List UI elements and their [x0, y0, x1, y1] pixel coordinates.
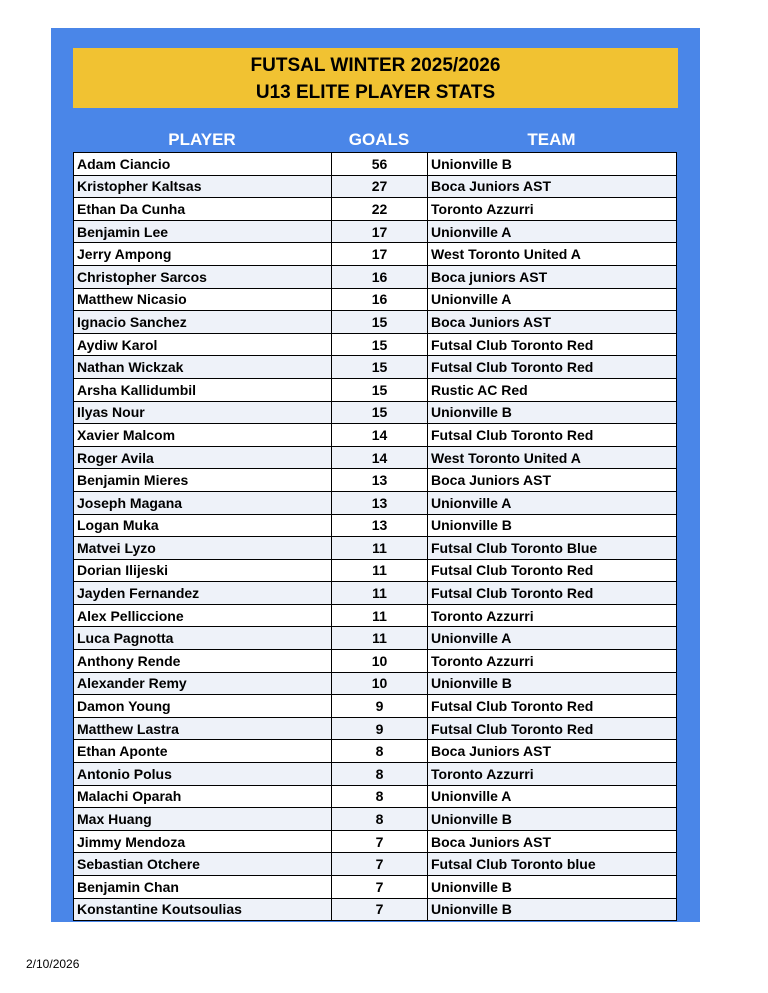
- table-row: [74, 243, 677, 266]
- player-name-cell: Matthew Nicasio: [74, 288, 332, 311]
- team-name-cell: Rustic AC Red: [428, 378, 677, 401]
- table-row: [74, 265, 677, 288]
- goals-cell: 7: [332, 830, 428, 853]
- title-banner: [73, 48, 678, 108]
- team-name-cell: Toronto Azzurri: [428, 198, 677, 221]
- team-name-cell: Futsal Club Toronto Red: [428, 717, 677, 740]
- team-name-cell: West Toronto United A: [428, 243, 677, 266]
- goals-cell: 8: [332, 785, 428, 808]
- player-name-cell: Nathan Wickzak: [74, 356, 332, 379]
- table-row: [74, 514, 677, 537]
- team-name-cell: Unionville B: [428, 898, 677, 921]
- team-name-cell: Boca Juniors AST: [428, 311, 677, 334]
- team-name-cell: West Toronto United A: [428, 446, 677, 469]
- goals-cell: 14: [332, 424, 428, 447]
- goals-cell: 9: [332, 695, 428, 718]
- stats-sheet: [51, 28, 700, 922]
- goals-cell: 7: [332, 853, 428, 876]
- table-row: [74, 763, 677, 786]
- goals-cell: 11: [332, 582, 428, 605]
- team-name-cell: Boca juniors AST: [428, 265, 677, 288]
- team-name-cell: Toronto Azzurri: [428, 763, 677, 786]
- table-row: [74, 288, 677, 311]
- table-row: [74, 220, 677, 243]
- table-row: [74, 311, 677, 334]
- player-name-cell: Matthew Lastra: [74, 717, 332, 740]
- team-name-cell: Futsal Club Toronto Red: [428, 695, 677, 718]
- goals-cell: 7: [332, 898, 428, 921]
- column-header-goals: GOALS: [348, 130, 410, 149]
- player-name-cell: Ethan Aponte: [74, 740, 332, 763]
- goals-cell: 11: [332, 537, 428, 560]
- goals-cell: 17: [332, 243, 428, 266]
- team-name-cell: Futsal Club Toronto Red: [428, 582, 677, 605]
- table-row: [74, 785, 677, 808]
- goals-cell: 16: [332, 265, 428, 288]
- goals-cell: 8: [332, 763, 428, 786]
- team-name-cell: Unionville B: [428, 808, 677, 831]
- page-subtitle: U13 ELITE PLAYER STATS: [255, 82, 496, 103]
- goals-cell: 56: [332, 153, 428, 176]
- player-name-cell: Xavier Malcom: [74, 424, 332, 447]
- player-name-cell: Dorian Ilijeski: [74, 559, 332, 582]
- player-name-cell: Ignacio Sanchez: [74, 311, 332, 334]
- table-row: [74, 717, 677, 740]
- player-name-cell: Arsha Kallidumbil: [74, 378, 332, 401]
- player-name-cell: Ilyas Nour: [74, 401, 332, 424]
- goals-cell: 17: [332, 220, 428, 243]
- team-name-cell: Futsal Club Toronto Red: [428, 356, 677, 379]
- team-name-cell: Unionville B: [428, 401, 677, 424]
- table-row: [74, 672, 677, 695]
- table-row: [74, 469, 677, 492]
- table-row: [74, 537, 677, 560]
- team-name-cell: Toronto Azzurri: [428, 650, 677, 673]
- team-name-cell: Futsal Club Toronto blue: [428, 853, 677, 876]
- team-name-cell: Unionville A: [428, 220, 677, 243]
- table-row: [74, 401, 677, 424]
- table-row: [74, 333, 677, 356]
- column-header-player: PLAYER: [168, 130, 236, 149]
- team-name-cell: Unionville B: [428, 514, 677, 537]
- player-stats-body: [74, 153, 677, 921]
- team-name-cell: Unionville A: [428, 491, 677, 514]
- player-name-cell: Jayden Fernandez: [74, 582, 332, 605]
- goals-cell: 13: [332, 469, 428, 492]
- goals-cell: 13: [332, 491, 428, 514]
- column-header-team: TEAM: [527, 130, 576, 149]
- team-name-cell: Unionville A: [428, 288, 677, 311]
- table-row: [74, 898, 677, 921]
- player-name-cell: Ethan Da Cunha: [74, 198, 332, 221]
- table-row: [74, 695, 677, 718]
- goals-cell: 11: [332, 559, 428, 582]
- team-name-cell: Unionville B: [428, 876, 677, 899]
- table-row: [74, 740, 677, 763]
- table-row: [74, 356, 677, 379]
- table-row: [74, 198, 677, 221]
- goals-cell: 7: [332, 876, 428, 899]
- table-row: [74, 582, 677, 605]
- goals-cell: 27: [332, 175, 428, 198]
- player-name-cell: Damon Young: [74, 695, 332, 718]
- goals-cell: 10: [332, 650, 428, 673]
- goals-cell: 8: [332, 808, 428, 831]
- print-date: 2/10/2026: [26, 957, 80, 971]
- goals-cell: 15: [332, 333, 428, 356]
- player-name-cell: Roger Avila: [74, 446, 332, 469]
- team-name-cell: Boca Juniors AST: [428, 740, 677, 763]
- player-name-cell: Joseph Magana: [74, 491, 332, 514]
- player-name-cell: Adam Ciancio: [74, 153, 332, 176]
- player-name-cell: Kristopher Kaltsas: [74, 175, 332, 198]
- player-name-cell: Alex Pelliccione: [74, 604, 332, 627]
- player-name-cell: Logan Muka: [74, 514, 332, 537]
- table-row: [74, 424, 677, 447]
- player-name-cell: Benjamin Chan: [74, 876, 332, 899]
- player-name-cell: Konstantine Koutsoulias: [74, 898, 332, 921]
- team-name-cell: Boca Juniors AST: [428, 469, 677, 492]
- player-name-cell: Jerry Ampong: [74, 243, 332, 266]
- goals-cell: 15: [332, 356, 428, 379]
- team-name-cell: Unionville B: [428, 672, 677, 695]
- goals-cell: 8: [332, 740, 428, 763]
- goals-cell: 15: [332, 378, 428, 401]
- team-name-cell: Futsal Club Toronto Red: [428, 424, 677, 447]
- table-row: [74, 446, 677, 469]
- table-row: [74, 153, 677, 176]
- player-name-cell: Sebastian Otchere: [74, 853, 332, 876]
- team-name-cell: Boca Juniors AST: [428, 830, 677, 853]
- goals-cell: 16: [332, 288, 428, 311]
- table-row: [74, 650, 677, 673]
- table-row: [74, 853, 677, 876]
- player-name-cell: Christopher Sarcos: [74, 265, 332, 288]
- goals-cell: 13: [332, 514, 428, 537]
- table-row: [74, 808, 677, 831]
- goals-cell: 11: [332, 604, 428, 627]
- player-name-cell: Malachi Oparah: [74, 785, 332, 808]
- table-row: [74, 604, 677, 627]
- player-name-cell: Max Huang: [74, 808, 332, 831]
- player-stats-table: [73, 152, 677, 921]
- team-name-cell: Futsal Club Toronto Red: [428, 333, 677, 356]
- team-name-cell: Futsal Club Toronto Blue: [428, 537, 677, 560]
- goals-cell: 22: [332, 198, 428, 221]
- player-name-cell: Anthony Rende: [74, 650, 332, 673]
- table-row: [74, 175, 677, 198]
- player-name-cell: Luca Pagnotta: [74, 627, 332, 650]
- goals-cell: 11: [332, 627, 428, 650]
- page-title: FUTSAL WINTER 2025/2026: [250, 55, 501, 76]
- team-name-cell: Boca Juniors AST: [428, 175, 677, 198]
- table-row: [74, 876, 677, 899]
- goals-cell: 15: [332, 311, 428, 334]
- team-name-cell: Toronto Azzurri: [428, 604, 677, 627]
- team-name-cell: Unionville A: [428, 785, 677, 808]
- goals-cell: 14: [332, 446, 428, 469]
- team-name-cell: Unionville B: [428, 153, 677, 176]
- team-name-cell: Futsal Club Toronto Red: [428, 559, 677, 582]
- team-name-cell: Unionville A: [428, 627, 677, 650]
- player-name-cell: Alexander Remy: [74, 672, 332, 695]
- player-name-cell: Antonio Polus: [74, 763, 332, 786]
- goals-cell: 9: [332, 717, 428, 740]
- table-row: [74, 491, 677, 514]
- player-name-cell: Benjamin Lee: [74, 220, 332, 243]
- table-row: [74, 627, 677, 650]
- player-name-cell: Benjamin Mieres: [74, 469, 332, 492]
- table-row: [74, 559, 677, 582]
- player-name-cell: Aydiw Karol: [74, 333, 332, 356]
- table-row: [74, 830, 677, 853]
- table-row: [74, 378, 677, 401]
- goals-cell: 10: [332, 672, 428, 695]
- goals-cell: 15: [332, 401, 428, 424]
- player-name-cell: Matvei Lyzo: [74, 537, 332, 560]
- player-name-cell: Jimmy Mendoza: [74, 830, 332, 853]
